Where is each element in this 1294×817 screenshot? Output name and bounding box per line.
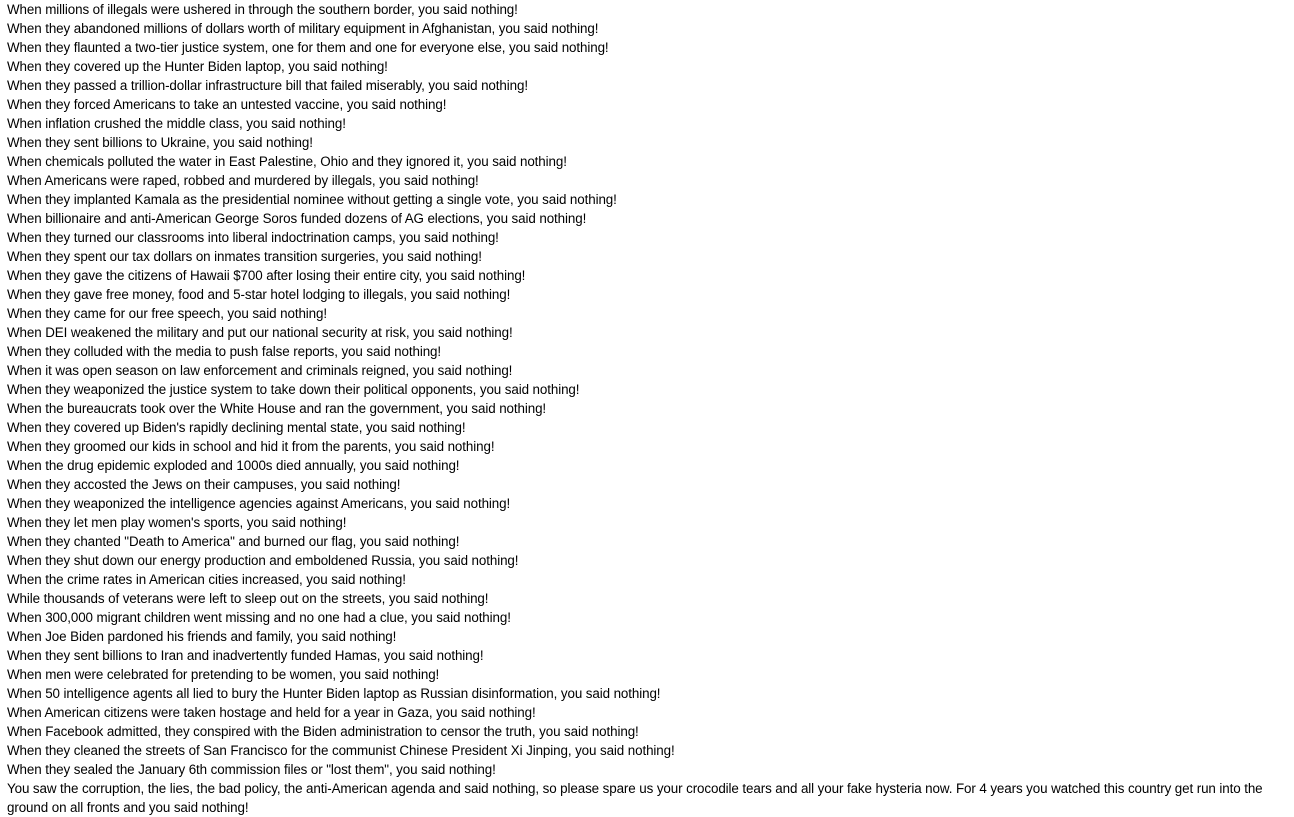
text-line: When they turned our classrooms into liberal indoctrination camps, you said nothing! <box>7 230 499 245</box>
text-line: When the bureaucrats took over the White House and ran the government, you said nothing! <box>7 401 547 416</box>
text-line: When they passed a trillion-dollar infrastructure bill that failed miserably, you said nothing! <box>7 78 528 93</box>
text-line: When the crime rates in American cities increased, you said nothing! <box>7 572 406 587</box>
text-line: When they weaponized the justice system to take down their political opponents, you said nothing! <box>7 382 580 397</box>
text-line: When they gave the citizens of Hawaii $700 after losing their entire city, you said nothing! <box>7 268 526 283</box>
text-line: When it was open season on law enforcement and criminals reigned, you said nothing! <box>7 363 513 378</box>
text-line: When they covered up the Hunter Biden laptop, you said nothing! <box>7 59 388 74</box>
text-line: When Facebook admitted, they conspired with the Biden administration to censor the truth, you said nothing! <box>7 724 639 739</box>
text-line: When they sealed the January 6th commission files or "lost them", you said nothing! <box>7 762 496 777</box>
closing-paragraph: You saw the corruption, the lies, the bad policy, the anti-American agenda and said nothing, so please spare us your crocodile tears and all your fake hysteria now. For 4 years you watched this country get run into the ground on all fronts and you said nothing! <box>7 781 1263 815</box>
text-line: When Americans were raped, robbed and murdered by illegals, you said nothing! <box>7 173 479 188</box>
text-line: When inflation crushed the middle class, you said nothing! <box>7 116 346 131</box>
text-line: When they flaunted a two-tier justice system, one for them and one for everyone else, you said nothing! <box>7 40 609 55</box>
text-line: When they gave free money, food and 5-star hotel lodging to illegals, you said nothing! <box>7 287 511 302</box>
text-line: When men were celebrated for pretending to be women, you said nothing! <box>7 667 440 682</box>
text-line: When they groomed our kids in school and hid it from the parents, you said nothing! <box>7 439 495 454</box>
text-line: When they implanted Kamala as the presidential nominee without getting a single vote, you said nothing! <box>7 192 617 207</box>
text-line: When they spent our tax dollars on inmates transition surgeries, you said nothing! <box>7 249 482 264</box>
text-line: When the drug epidemic exploded and 1000s died annually, you said nothing! <box>7 458 460 473</box>
text-line: When they cleaned the streets of San Francisco for the communist Chinese President Xi Jinping, you said nothing! <box>7 743 675 758</box>
text-line: When Joe Biden pardoned his friends and family, you said nothing! <box>7 629 397 644</box>
text-line: When they abandoned millions of dollars worth of military equipment in Afghanistan, you said nothing! <box>7 21 599 36</box>
text-line: When they sent billions to Ukraine, you said nothing! <box>7 135 313 150</box>
text-line: When they let men play women's sports, you said nothing! <box>7 515 347 530</box>
text-line: When they came for our free speech, you said nothing! <box>7 306 327 321</box>
text-line: When they colluded with the media to push false reports, you said nothing! <box>7 344 442 359</box>
text-line: While thousands of veterans were left to sleep out on the streets, you said nothing! <box>7 591 489 606</box>
text-line: When billionaire and anti-American George Soros funded dozens of AG elections, you said nothing! <box>7 211 587 226</box>
text-line: When they covered up Biden's rapidly declining mental state, you said nothing! <box>7 420 466 435</box>
text-line: When 300,000 migrant children went missing and no one had a clue, you said nothing! <box>7 610 511 625</box>
text-line: When they chanted "Death to America" and burned our flag, you said nothing! <box>7 534 460 549</box>
document-body <box>7 0 1291 817</box>
text-line: When they accosted the Jews on their campuses, you said nothing! <box>7 477 401 492</box>
text-line: When they weaponized the intelligence agencies against Americans, you said nothing! <box>7 496 511 511</box>
text-line: When they forced Americans to take an untested vaccine, you said nothing! <box>7 97 447 112</box>
text-line: When American citizens were taken hostage and held for a year in Gaza, you said nothing! <box>7 705 536 720</box>
text-line: When 50 intelligence agents all lied to bury the Hunter Biden laptop as Russian disinformation, you said nothing! <box>7 686 661 701</box>
text-line: When they shut down our energy production and emboldened Russia, you said nothing! <box>7 553 519 568</box>
text-line: When DEI weakened the military and put our national security at risk, you said nothing! <box>7 325 513 340</box>
text-line: When millions of illegals were ushered in through the southern border, you said nothing! <box>7 2 518 17</box>
text-line: When chemicals polluted the water in East Palestine, Ohio and they ignored it, you said nothing! <box>7 154 567 169</box>
text-line: When they sent billions to Iran and inadvertently funded Hamas, you said nothing! <box>7 648 484 663</box>
